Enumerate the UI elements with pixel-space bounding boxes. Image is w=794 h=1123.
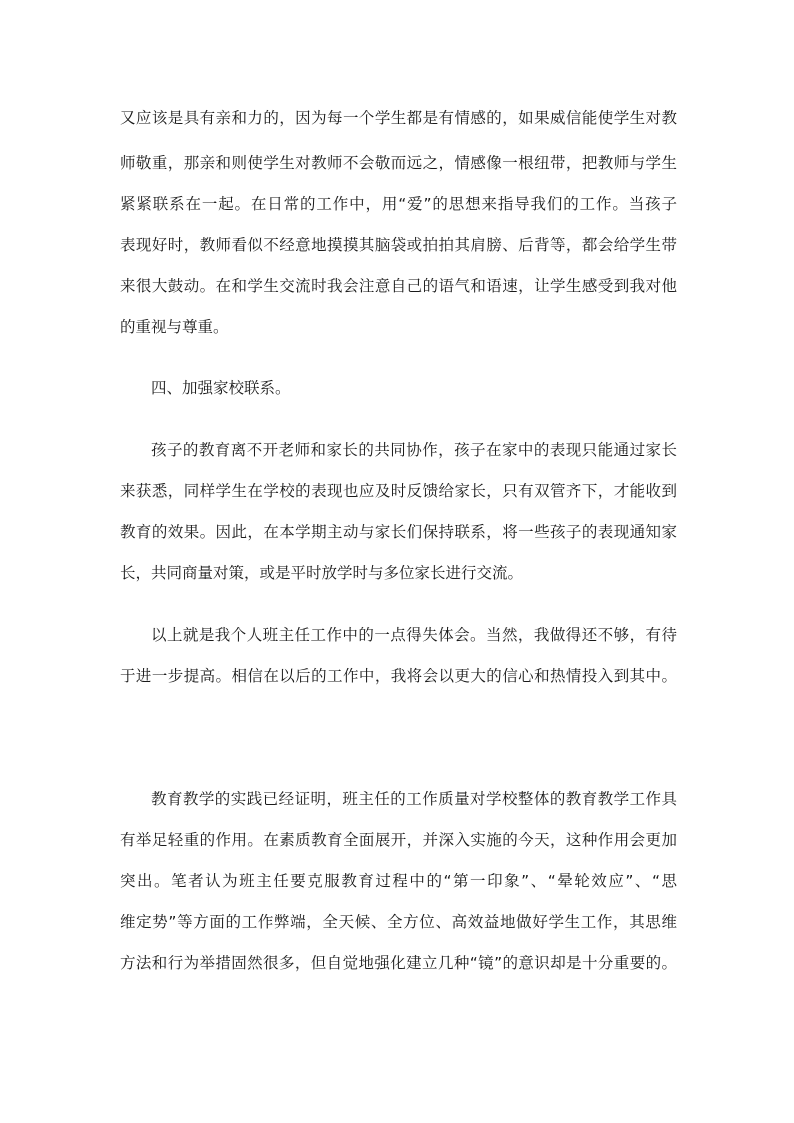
paragraph-4-line-2: 于进一步提高。相信在以后的工作中，我将会以更大的信心和热情投入到其中。 (120, 667, 677, 685)
paragraph-1-line-3: 紧紧联系在一起。在日常的工作中，用“爱”的思想来指导我们的工作。当孩子 (120, 195, 677, 213)
paragraph-5-line-3: 突出。笔者认为班主任要克服教育过程中的“第一印象”、“晕轮效应”、“思 (120, 872, 677, 890)
paragraph-4-line-1: 以上就是我个人班主任工作中的一点得失体会。当然，我做得还不够，有待 (151, 626, 677, 644)
paragraph-1-line-1: 又应该是具有亲和力的，因为每一个学生都是有情感的，如果威信能使学生对教 (120, 109, 677, 127)
paragraph-3-line-3: 教育的效果。因此，在本学期主动与家长们保持联系，将一些孩子的表现通知家 (120, 523, 677, 541)
paragraph-3-line-4: 长，共同商量对策，或是平时放学时与多位家长进行交流。 (120, 564, 524, 582)
paragraph-1-line-4: 表现好时，教师看似不经意地摸摸其脑袋或拍拍其肩膀、后背等，都会给学生带 (120, 236, 677, 254)
paragraph-5-line-2: 有举足轻重的作用。在素质教育全面展开，并深入实施的今天，这种作用会更加 (120, 831, 677, 849)
paragraph-5-line-4: 维定势”等方面的工作弊端，全天候、全方位、高效益地做好学生工作，其思维 (120, 913, 677, 931)
paragraph-3-line-1: 孩子的教育离不开老师和家长的共同协作，孩子在家中的表现只能通过家长 (151, 441, 677, 459)
paragraph-1-line-2: 师敬重，那亲和则使学生对教师不会敬而远之，情感像一根纽带，把教师与学生 (120, 154, 677, 172)
paragraph-5-line-1: 教育教学的实践已经证明，班主任的工作质量对学校整体的教育教学工作具 (151, 790, 677, 808)
paragraph-5-line-5: 方法和行为举措固然很多，但自觉地强化建立几种“镜”的意识却是十分重要的。 (120, 954, 677, 972)
paragraph-3-line-2: 来获悉，同样学生在学校的表现也应及时反馈给家长，只有双管齐下，才能收到 (120, 482, 677, 500)
paragraph-1-line-5: 来很大鼓动。在和学生交流时我会注意自己的语气和语速，让学生感受到我对他 (120, 277, 677, 295)
paragraph-1-line-6: 的重视与尊重。 (120, 318, 229, 336)
section-four-heading: 四、加强家校联系。 (151, 379, 291, 397)
